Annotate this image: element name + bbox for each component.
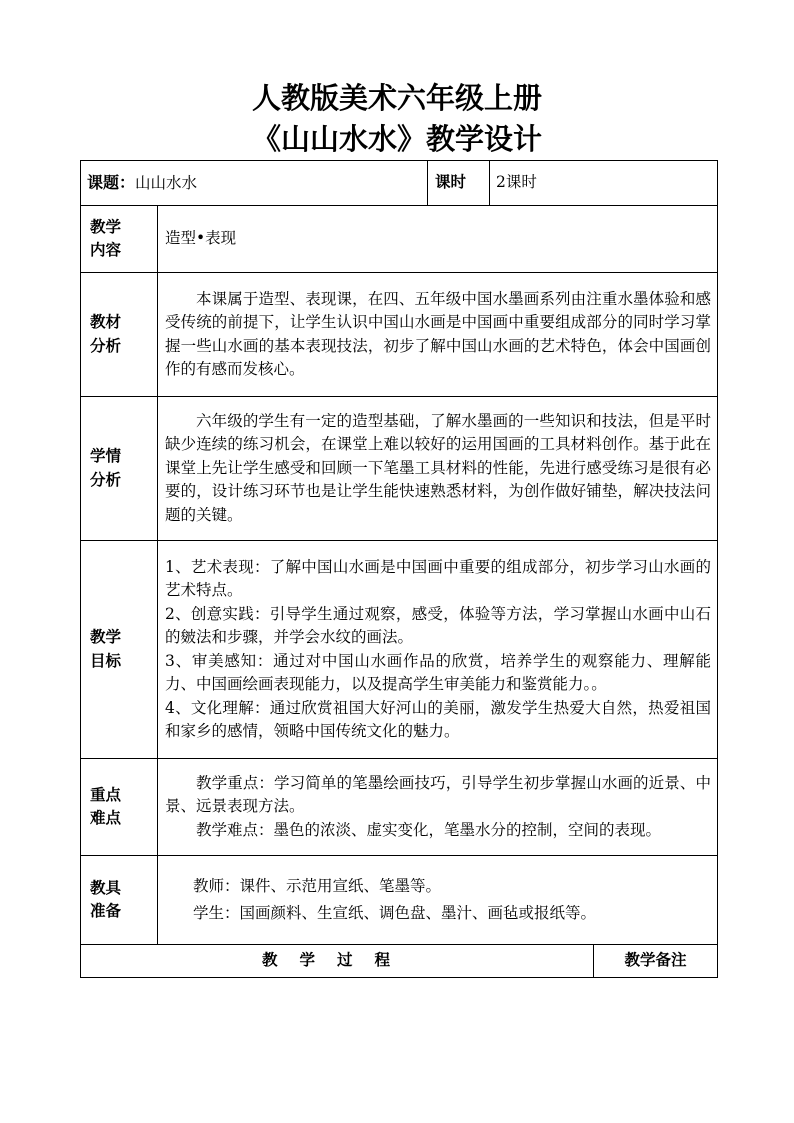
content-label-line-2: 内容 [90,241,122,259]
content-row [81,206,718,273]
material-row [81,273,718,397]
goals-label-line-2: 目标 [90,651,122,670]
tools-text-cell [158,856,718,945]
keypoints-label [81,759,158,856]
subject-label: 课题： [87,172,136,192]
lesson-plan-table [80,160,718,978]
material-text-cell [158,273,718,397]
goals-label-line-1: 教学 [90,628,122,646]
goal-item: 4、文化理解：通过欣赏祖国大好河山的美丽，激发学生热爱大自然，热爱祖国和家乡的感情，领略中国传统文化的魅力。 [165,698,711,740]
subject-value: 山山水水 [135,173,198,192]
students-text: 六年级的学生有一定的造型基础，了解水墨画的一些知识和技法，但是平时缺少连续的练习机会，在课堂上难以较好的运用国画的工具材料创作。基于此在课堂上先让学生感受和回顾一下笔墨工具材料的性能，先进行感受练习是很有必要的，设计练习环节也是让学生能快速熟悉材料，为创作做好铺垫，解决技法问题的关键。 [165,411,711,524]
period-value: 2课时 [490,161,718,206]
keypoints-label-line-2: 难点 [90,809,122,827]
period-label: 课时 [428,161,490,206]
tools-label-line-1: 教具 [90,878,122,897]
material-text: 本课属于造型、表现课，在四、五年级中国水墨画系列由注重水墨体验和感受传统的前提下，让学生认识中国山水画是中国画中重要组成部分的同时学习掌握一些山水画的基本表现技法，初步了解中国山水画的艺术特色，体会中国画创作的有感而发核心。 [165,289,711,378]
document-title-line-1: 人教版美术六年级上册 [251,81,542,115]
students-label-line-1: 学情 [90,447,122,465]
goal-item: 2、创意实践：引导学生通过观察，感受，体验等方法，学习掌握山水画中山石的皴法和步骤，并学会水纹的画法。 [165,604,711,646]
content-label-line-1: 教学 [90,217,122,236]
tools-label-line-2: 准备 [90,902,122,920]
material-label [81,273,158,397]
content-label [81,206,158,273]
students-label [81,397,158,541]
content-text: 造型•表现 [158,206,718,273]
goals-label [81,541,158,759]
material-label-line-1: 教材 [90,313,122,331]
teacher-tools: 教师：课件、示范用宣纸、笔墨等。 [193,877,442,895]
students-row [81,397,718,541]
goals-row [81,541,718,759]
process-header-row [81,945,718,978]
keypoints-row [81,759,718,856]
students-text-cell [158,397,718,541]
goals-list [158,541,718,759]
material-label-line-2: 分析 [90,336,122,355]
keypoints-label-line-1: 重点 [90,785,122,804]
teaching-process-heading: 教学过程 [261,951,412,970]
goal-item: 3、审美感知：通过对中国山水画作品的欣赏，培养学生的观察能力、理解能力、中国画绘画表现能力，以及提高学生审美能力和鉴赏能力。。 [165,651,711,693]
subject-cell [81,161,428,206]
teaching-notes-heading: 教学备注 [594,945,718,978]
process-header-cell [81,945,594,978]
subject-row [81,161,718,206]
tools-row [81,856,718,945]
students-label-line-2: 分析 [90,470,122,489]
keypoints-text-cell [158,759,718,856]
teaching-difficulty: 教学难点：墨色的浓淡、虚实变化，笔墨水分的控制，空间的表现。 [196,820,662,839]
tools-label [81,856,158,945]
student-tools: 学生：国画颜料、生宣纸、调色盘、墨汁、画毡或报纸等。 [193,904,597,922]
goal-item: 1、艺术表现：了解中国山水画是中国画中重要的组成部分，初步学习山水画的艺术特点。 [165,557,711,599]
document-title-line-2: 《山山水水》教学设计 [251,122,542,156]
teaching-focus: 教学重点：学习简单的笔墨绘画技巧，引导学生初步掌握山水画的近景、中景、远景表现方法。 [165,773,711,816]
